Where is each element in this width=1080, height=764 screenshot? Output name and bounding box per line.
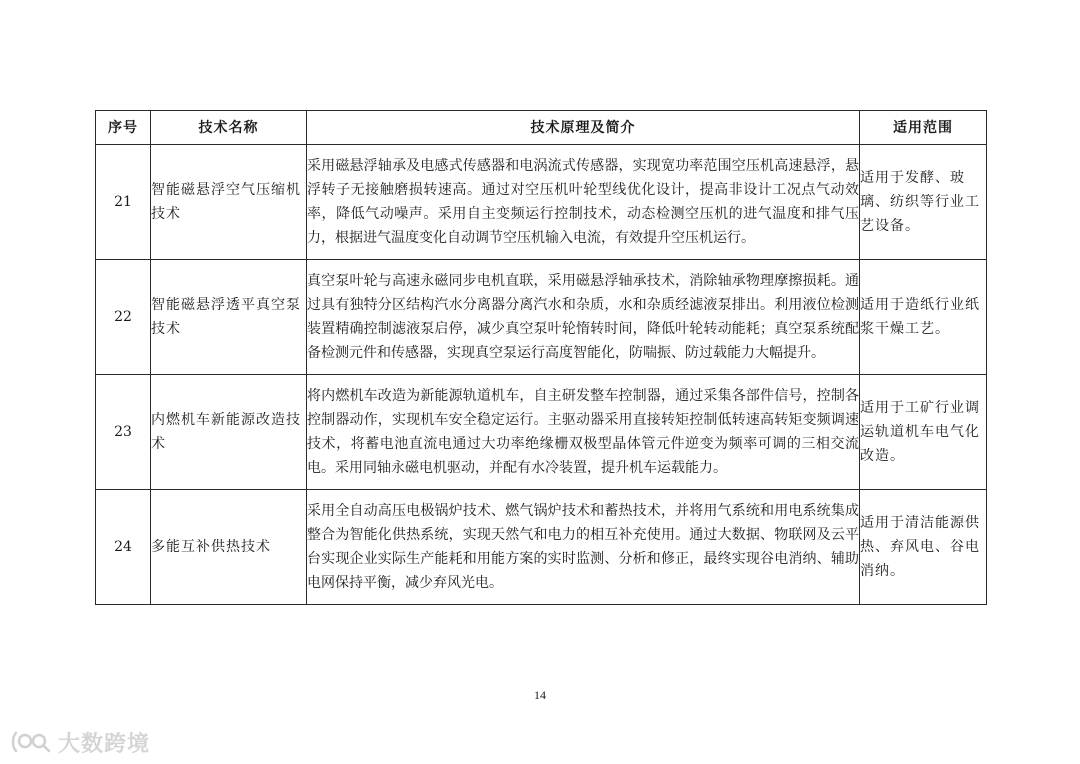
table-row <box>96 490 987 605</box>
brand-logo-icon <box>10 729 52 755</box>
watermark <box>10 726 150 758</box>
row-technology-name: 多能互补供热技术 <box>151 490 307 605</box>
row-serial-number: 24 <box>96 490 151 605</box>
row-technology-name: 内燃机车新能源改造技术 <box>151 375 307 490</box>
page-number: 14 <box>534 688 546 702</box>
row-serial-number: 23 <box>96 375 151 490</box>
row-technology-description: 采用磁悬浮轴承及电感式传感器和电涡流式传感器，实现宽功率范围空压机高速悬浮，悬浮转子无接触磨损转速高。通过对空压机叶轮型线优化设计，提高非设计工况点气动效率，降低气动噪声。采用自主变频运行控制技术，动态检测空压机的进气温度和排气压力，根据进气温度变化自动调节空压机输入电流，有效提升空压机运行。 <box>307 145 860 260</box>
row-serial-number: 22 <box>96 260 151 375</box>
row-application-scope: 适用于工矿行业调运轨道机车电气化改造。 <box>860 375 987 490</box>
header-technology-principle: 技术原理及简介 <box>307 111 860 145</box>
row-technology-description: 将内燃机车改造为新能源轨道机车，自主研发整车控制器，通过采集各部件信号，控制各控制器动作，实现机车安全稳定运行。主驱动器采用直接转矩控制低转速高转矩变频调速技术，将蓄电池直流电通过大功率绝缘栅双极型晶体管元件逆变为频率可调的三相交流电。采用同轴永磁电机驱动，并配有水冷装置，提升机车运载能力。 <box>307 375 860 490</box>
header-application-scope: 适用范围 <box>860 111 987 145</box>
technology-table <box>95 110 987 605</box>
table-row <box>96 260 987 375</box>
table-row <box>96 145 987 260</box>
watermark-text: 大数跨境 <box>58 731 151 757</box>
row-application-scope: 适用于清洁能源供热、弃风电、谷电消纳。 <box>860 490 987 605</box>
header-technology-name: 技术名称 <box>151 111 307 145</box>
table-row <box>96 375 987 490</box>
row-technology-name: 智能磁悬浮透平真空泵技术 <box>151 260 307 375</box>
row-technology-description: 采用全自动高压电极锅炉技术、燃气锅炉技术和蓄热技术，并将用气系统和用电系统集成整合为智能化供热系统，实现天然气和电力的相互补充使用。通过大数据、物联网及云平台实现企业实际生产能耗和用能方案的实时监测、分析和修正，最终实现谷电消纳、辅助电网保持平衡，减少弃风光电。 <box>307 490 860 605</box>
row-technology-description: 真空泵叶轮与高速永磁同步电机直联，采用磁悬浮轴承技术，消除轴承物理摩擦损耗。通过具有独特分区结构汽水分离器分离汽水和杂质，水和杂质经滤液泵排出。利用液位检测装置精确控制滤液泵启停，减少真空泵叶轮惰转时间，降低叶轮转动能耗；真空泵系统配备检测元件和传感器，实现真空泵运行高度智能化，防喘振、防过载能力大幅提升。 <box>307 260 860 375</box>
header-serial-number: 序号 <box>96 111 151 145</box>
row-serial-number: 21 <box>96 145 151 260</box>
row-application-scope: 适用于发酵、玻璃、纺织等行业工艺设备。 <box>860 145 987 260</box>
row-technology-name: 智能磁悬浮空气压缩机技术 <box>151 145 307 260</box>
table-header-row <box>96 111 987 145</box>
row-application-scope: 适用于造纸行业纸浆干燥工艺。 <box>860 260 987 375</box>
